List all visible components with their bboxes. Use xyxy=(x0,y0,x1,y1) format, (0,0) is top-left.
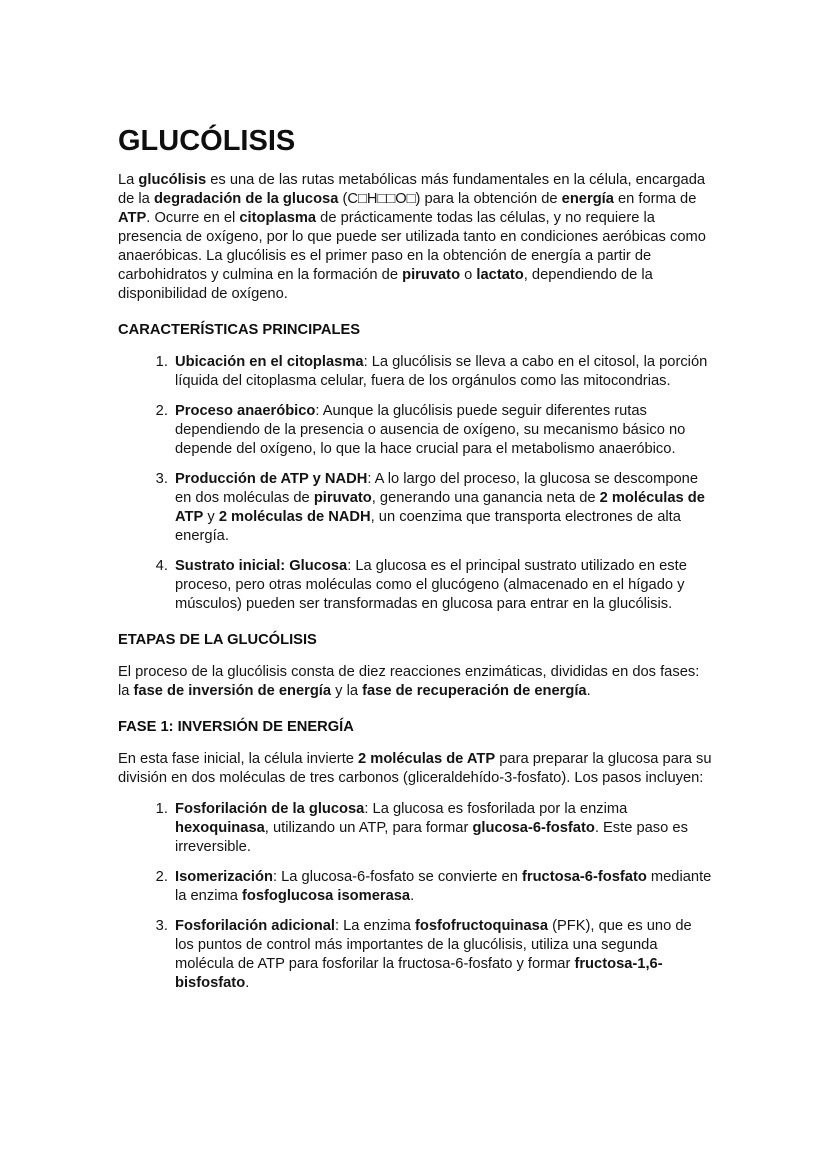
heading-etapas-glucolisis: ETAPAS DE LA GLUCÓLISIS xyxy=(118,632,317,648)
caracteristica-item-2: 2. Proceso anaeróbico: Aunque la glucólisis puede seguir diferentes rutas dependiendo de la presencia o ausencia de oxígeno, su mecanismo básico no depende del oxígeno, lo que la hace crucial para el metabolismo anaeróbico. xyxy=(172,402,712,459)
caracteristicas-list xyxy=(118,353,712,614)
caracteristica-item-3: 3. Producción de ATP y NADH: A lo largo del proceso, la glucosa se descompone en dos moléculas de piruvato, generando una ganancia neta de 2 moléculas de ATP y 2 moléculas de NADH, un coenzima que transporta electrones de alta energía. xyxy=(172,470,712,546)
heading-fase-1: FASE 1: INVERSIÓN DE ENERGÍA xyxy=(118,719,354,735)
fase1-item-1: 1. Fosforilación de la glucosa: La glucosa es fosforilada por la enzima hexoquinasa, utilizando un ATP, para formar glucosa-6-fosfato. Este paso es irreversible. xyxy=(172,800,712,857)
fase1-item-2: 2. Isomerización: La glucosa-6-fosfato se convierte en fructosa-6-fosfato mediante la enzima fosfoglucosa isomerasa. xyxy=(172,868,712,906)
fase1-item-3: 3. Fosforilación adicional: La enzima fosfofructoquinasa (PFK), que es uno de los puntos de control más importantes de la glucólisis, utiliza una segunda molécula de ATP para fosforilar la fructosa-6-fosfato y formar fructosa-1,6-bisfosfato. xyxy=(172,917,712,993)
heading-caracteristicas-principales: CARACTERÍSTICAS PRINCIPALES xyxy=(118,322,361,338)
intro-paragraph: La glucólisis es una de las rutas metabólicas más fundamentales en la célula, encargada de la degradación de la glucosa (C□H□□O□) para la obtención de energía en forma de ATP. Ocurre en el citoplasma de prácticamente todas las células, y no requiere la presencia de oxígeno, por lo que puede ser utilizada tanto en condiciones aeróbicas como anaeróbicas. La glucólisis es el primer paso en la obtención de energía a partir de carbohidratos y culmina en la formación de piruvato o lactato, dependiendo de la disponibilidad de oxígeno. xyxy=(118,172,706,302)
etapas-paragraph: El proceso de la glucólisis consta de diez reacciones enzimáticas, divididas en dos fases: la fase de inversión de energía y la fase de recuperación de energía. xyxy=(118,664,700,699)
document-title: GLUCÓLISIS xyxy=(118,125,296,157)
fase1-paragraph: En esta fase inicial, la célula invierte 2 moléculas de ATP para preparar la glucosa para su división en dos moléculas de tres carbonos (gliceraldehído-3-fosfato). Los pasos incluyen: xyxy=(118,751,712,786)
fase1-list xyxy=(118,800,712,993)
caracteristica-item-1: 1. Ubicación en el citoplasma: La glucólisis se lleva a cabo en el citosol, la porción líquida del citoplasma celular, fuera de los orgánulos como las mitocondrias. xyxy=(172,353,712,391)
caracteristica-item-4: 4. Sustrato inicial: Glucosa: La glucosa es el principal sustrato utilizado en este proceso, pero otras moléculas como el glucógeno (almacenado en el hígado y músculos) pueden ser transformadas en glucosa para entrar en la glucólisis. xyxy=(172,557,712,614)
